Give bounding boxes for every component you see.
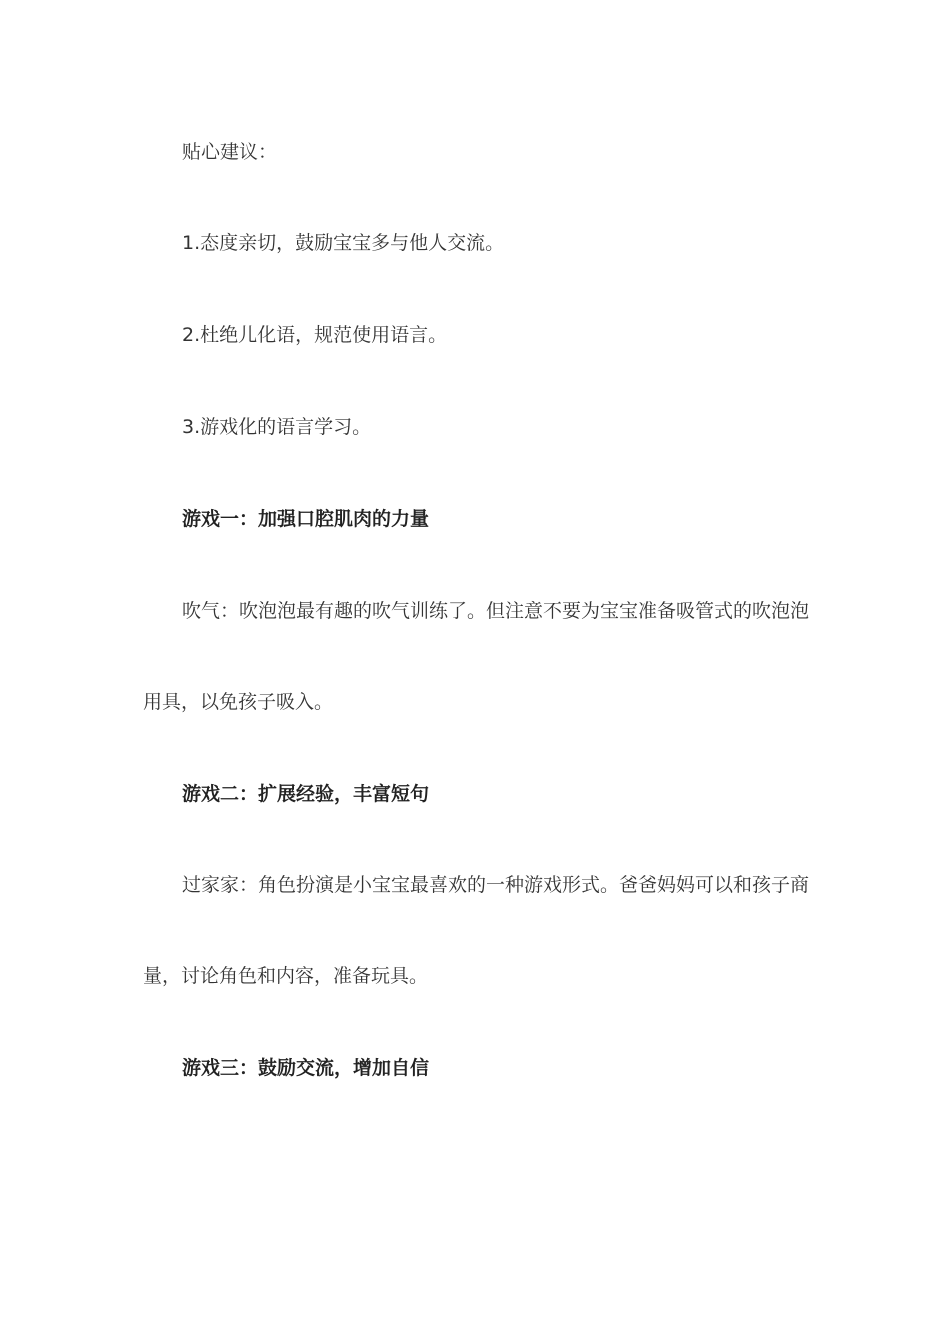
game-1-title: 游戏一：加强口腔肌肉的力量 bbox=[182, 508, 430, 530]
game-2-title: 游戏二：扩展经验，丰富短句 bbox=[182, 783, 430, 805]
tip-item-1: 1.态度亲切，鼓励宝宝多与他人交流。 bbox=[182, 232, 505, 254]
game-2-body-line-1: 过家家：角色扮演是小宝宝最喜欢的一种游戏形式。爸爸妈妈可以和孩子商 bbox=[182, 874, 810, 896]
game-1-body-line-1: 吹气：吹泡泡最有趣的吹气训练了。但注意不要为宝宝准备吸管式的吹泡泡 bbox=[182, 600, 810, 622]
tip-item-3: 3.游戏化的语言学习。 bbox=[182, 416, 372, 438]
game-3-title: 游戏三：鼓励交流，增加自信 bbox=[182, 1057, 430, 1079]
game-1-body-line-2: 用具，以免孩子吸入。 bbox=[143, 691, 334, 713]
tip-item-2: 2.杜绝儿化语，规范使用语言。 bbox=[182, 324, 448, 346]
tips-heading: 贴心建议： bbox=[182, 141, 278, 163]
game-2-body-line-2: 量，讨论角色和内容，准备玩具。 bbox=[143, 965, 429, 987]
